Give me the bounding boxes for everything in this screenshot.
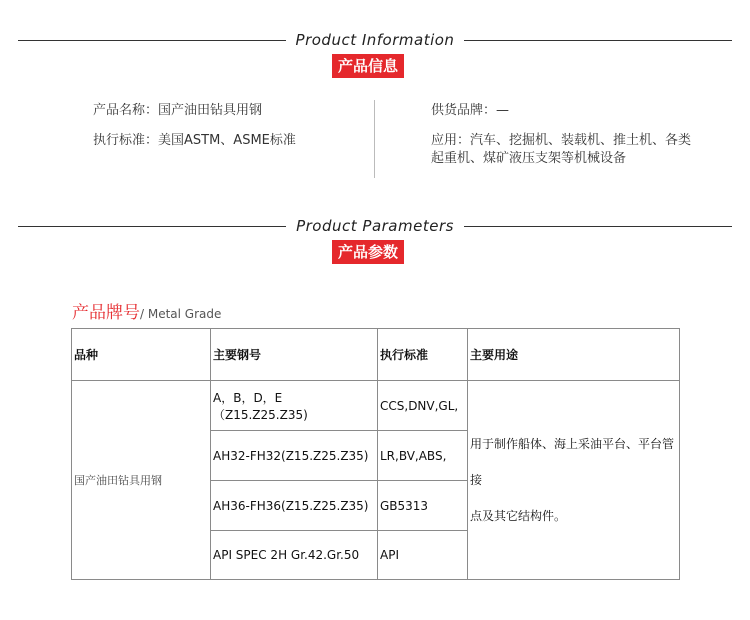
info-standard: 执行标准：美国ASTM、ASME标准 <box>93 133 296 148</box>
section-title-en: Product Information <box>295 31 455 49</box>
standard-cell: LR,BV,ABS, <box>380 448 447 463</box>
metal-grade-title-en: / Metal Grade <box>140 307 222 321</box>
info-product-name: 产品名称：国产油田钻具用钢 <box>93 103 263 118</box>
header-rule-right <box>464 40 732 41</box>
grade-cell: AH32-FH32(Z15.Z25.Z35) <box>213 448 369 463</box>
header-grade: 主要钢号 <box>213 348 262 362</box>
grade-cell: API SPEC 2H Gr.42.Gr.50 <box>213 548 360 562</box>
grade-cell: AH36-FH36(Z15.Z25.Z35) <box>213 498 369 513</box>
product-information-header <box>0 30 750 50</box>
section-title-en: Product Parameters <box>296 217 454 235</box>
info-brand: 供货品牌：— <box>431 103 510 118</box>
metal-grade-title-cn: 产品牌号 <box>72 303 140 323</box>
grade-cell: A，B，D，E（Z15.Z25.Z35) <box>213 390 308 422</box>
info-application-line2: 起重机、煤矿液压支架等机械设备 <box>431 151 627 166</box>
info-application-line1: 应用：汽车、挖掘机、装载机、推土机、各类 <box>431 133 692 148</box>
header-standard: 执行标准 <box>380 348 429 362</box>
header-rule-right <box>464 226 732 227</box>
metal-grade-title <box>72 302 221 324</box>
usage-line: 用于制作船体、海上采油平台、平台管接 <box>470 437 675 487</box>
table-border-right <box>679 328 680 580</box>
header-usage: 主要用途 <box>470 348 519 362</box>
standard-cell: GB5313 <box>380 498 429 513</box>
section-badge-info: 产品信息 <box>332 54 404 78</box>
product-parameters-header <box>0 216 750 236</box>
variety-cell: 国产油田钻具用钢 <box>74 474 162 487</box>
usage-cell <box>468 381 679 579</box>
table-border-bottom <box>71 579 680 580</box>
section-badge-params: 产品参数 <box>332 240 404 264</box>
usage-line: 点及其它结构件。 <box>470 509 567 523</box>
standard-cell: API <box>380 548 399 562</box>
metal-grade-table <box>71 328 680 580</box>
standard-cell: CCS,DNV,GL, <box>380 398 459 413</box>
header-variety: 品种 <box>74 348 99 362</box>
info-divider <box>374 100 375 178</box>
